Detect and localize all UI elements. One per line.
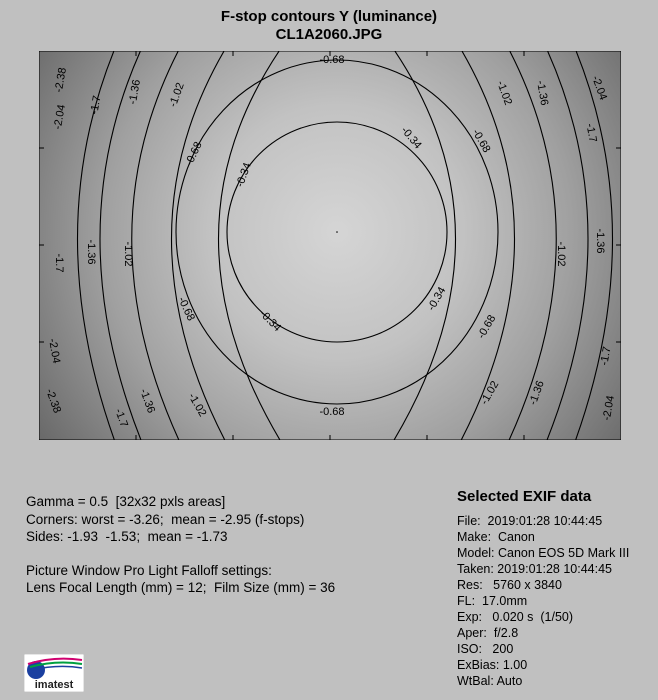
contour-label: -1.02 xyxy=(185,391,209,419)
stats-gamma: Gamma = 0.5 [32x32 pxls areas] xyxy=(26,494,226,509)
contour-label: -1.7 xyxy=(583,122,599,144)
contour-label: -0.68 xyxy=(183,140,205,168)
contour-label: -0.68 xyxy=(469,127,493,155)
exif-exbias: ExBias: 1.00 xyxy=(457,658,528,672)
contour-label: -1.36 xyxy=(594,228,607,254)
logo-text: imatest xyxy=(34,679,74,691)
center-marker xyxy=(336,231,338,233)
stats-lens-settings: Lens Focal Length (mm) = 12; Film Size (mm) = 36 xyxy=(26,580,336,595)
contour-label: -2.04 xyxy=(51,103,68,131)
contour-label: -0.34 xyxy=(425,285,449,313)
contour-label: -2.38 xyxy=(43,387,64,415)
contour-label: -0.68 xyxy=(175,295,197,323)
contour-label: -1.36 xyxy=(126,78,143,106)
contour-label: -0.68 xyxy=(475,313,499,341)
contour-label: -1.02 xyxy=(122,241,135,267)
contour-label: -1.36 xyxy=(137,387,158,415)
chart-subtitle: CL1A2060.JPG xyxy=(275,26,383,43)
stats-corners: Corners: worst = -3.26; mean = -2.95 (f-stops) xyxy=(26,512,305,527)
contour-label: -1.7 xyxy=(598,345,614,367)
exif-exp: Exp: 0.020 s (1/50) xyxy=(457,610,574,624)
stats-sides: Sides: -1.93 -1.53; mean = -1.73 xyxy=(26,529,228,544)
exif-make: Make: Canon xyxy=(457,530,535,544)
contour-label: -0.34 xyxy=(233,161,254,189)
contour-label: -0.34 xyxy=(256,307,284,335)
imatest-logo xyxy=(24,654,84,692)
contour-label: -1.7 xyxy=(112,407,130,429)
contour-label: -1.36 xyxy=(534,79,551,107)
exif-wtbal: WtBal: Auto xyxy=(457,674,523,688)
exif-res: Res: 5760 x 3840 xyxy=(457,578,562,592)
exif-iso: ISO: 200 xyxy=(457,642,514,656)
contour-label: -2.04 xyxy=(589,74,610,102)
contour-label: -1.02 xyxy=(494,79,515,107)
contour-label: -1.02 xyxy=(478,379,502,407)
contour-label: -1.36 xyxy=(526,379,547,407)
contour-label: -0.68 xyxy=(319,405,345,418)
exif-file: File: 2019:01:28 10:44:45 xyxy=(457,514,603,528)
exif-aper: Aper: f/2.8 xyxy=(457,626,519,640)
exif-fl: FL: 17.0mm xyxy=(457,594,528,608)
contour-label: -2.04 xyxy=(46,337,63,365)
contour-label: -0.34 xyxy=(398,124,424,152)
contour-label: -2.04 xyxy=(600,394,617,422)
contour-label: -0.68 xyxy=(319,53,345,66)
contour-label: -2.38 xyxy=(52,66,69,94)
contour-label: -1.02 xyxy=(555,241,568,267)
contour-label: -1.36 xyxy=(85,239,98,265)
contour-label: -1.02 xyxy=(166,81,187,109)
contour-label: -1.7 xyxy=(88,94,104,116)
chart-title: F-stop contours Y (luminance) xyxy=(220,8,438,25)
exif-title: Selected EXIF data xyxy=(457,488,592,505)
contour-label: -1.7 xyxy=(53,253,66,273)
stats-pwp-settings: Picture Window Pro Light Falloff settings: xyxy=(26,563,272,578)
exif-taken: Taken: 2019:01:28 10:44:45 xyxy=(457,562,612,576)
exif-model: Model: Canon EOS 5D Mark III xyxy=(457,546,630,560)
contour-plot xyxy=(39,51,621,440)
